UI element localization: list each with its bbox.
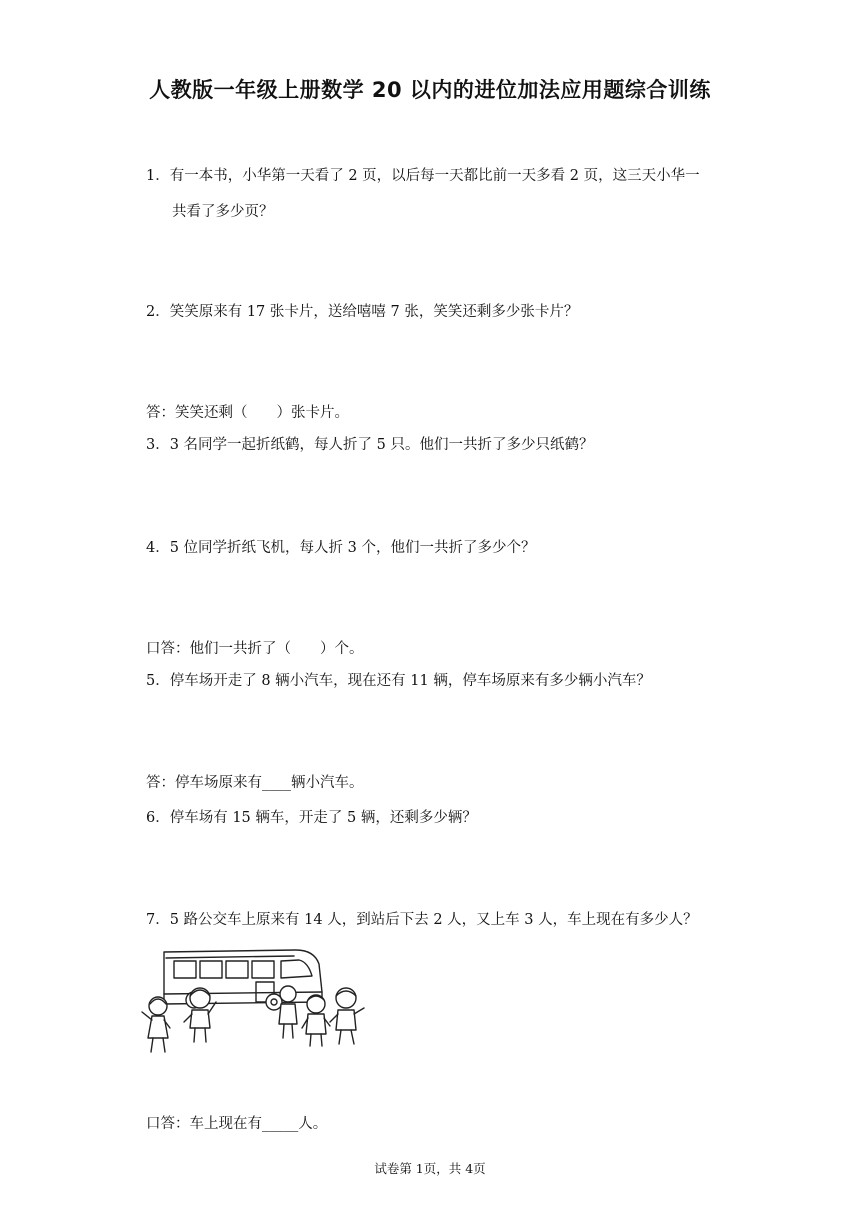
- question-4: 4．5 位同学折纸飞机，每人折 3 个，他们一共折了多少个？: [146, 540, 536, 556]
- question-3: 3．3 名同学一起折纸鹤，每人折了 5 只。他们一共折了多少只纸鹤？: [146, 437, 594, 453]
- answer-2: 答：笑笑还剩（ ）张卡片。: [146, 405, 349, 421]
- answer-7: 口答：车上现在有_____人。: [146, 1116, 328, 1132]
- question-2: 2．笑笑原来有 17 张卡片，送给嘻嘻 7 张，笑笑还剩多少张卡片？: [146, 304, 579, 320]
- bus-children-illustration: [136, 942, 372, 1062]
- answer-4: 口答：他们一共折了（ ）个。: [146, 641, 364, 657]
- question-5: 5．停车场开走了 8 辆小汽车，现在还有 11 辆，停车场原来有多少辆小汽车？: [146, 673, 651, 689]
- page-footer: 试卷第 1页，共 4页: [374, 1161, 486, 1176]
- question-6: 6．停车场有 15 辆车，开走了 5 辆，还剩多少辆？: [146, 810, 477, 826]
- question-1-line-2: 共看了多少页？: [172, 204, 274, 220]
- question-1-line-1: 1．有一本书，小华第一天看了 2 页，以后每一天都比前一天多看 2 页，这三天小华一: [146, 168, 700, 184]
- document-title: 人教版一年级上册数学 20 以内的进位加法应用题综合训练: [149, 78, 711, 102]
- answer-5: 答：停车场原来有____辆小汽车。: [146, 775, 364, 791]
- question-7: 7．5 路公交车上原来有 14 人，到站后下去 2 人，又上车 3 人，车上现在有多少人？: [146, 912, 698, 928]
